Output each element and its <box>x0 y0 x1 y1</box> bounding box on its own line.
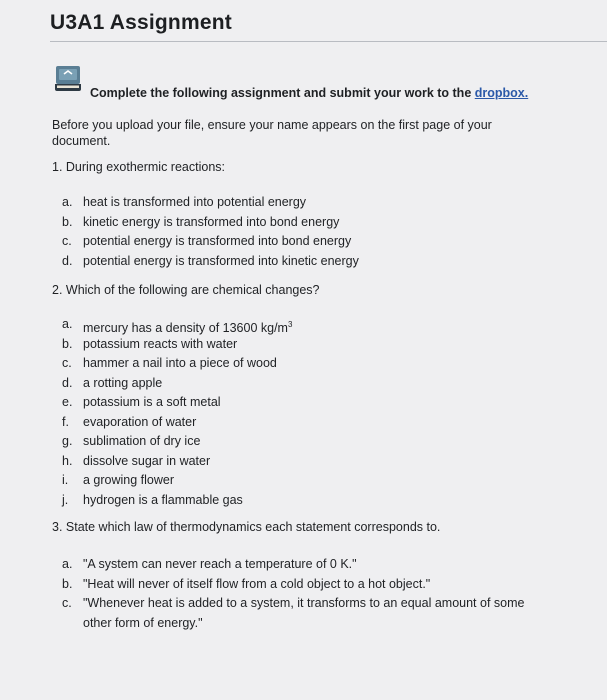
option-letter: b. <box>62 576 73 591</box>
page-title: U3A1 Assignment <box>50 11 232 34</box>
option-letter: b. <box>62 336 73 351</box>
list-item <box>62 252 359 272</box>
title-divider <box>50 41 607 42</box>
intro-instruction <box>90 86 528 100</box>
option-letter: c. <box>62 234 72 248</box>
option-letter: i. <box>62 473 69 487</box>
option-text: dissolve sugar in water <box>83 453 211 468</box>
list-item <box>62 193 359 213</box>
option-letter: g. <box>62 434 73 448</box>
dropbox-link[interactable]: dropbox. <box>474 86 529 100</box>
question-2-options <box>62 315 292 510</box>
list-item <box>62 432 292 452</box>
option-text: "Whenever heat is added to a system, it transforms to an equal amount of some other form of energy." <box>83 596 525 630</box>
option-letter: e. <box>62 395 73 409</box>
upload-note: Before you upload your file, ensure your name appears on the first page of your document. <box>52 118 492 148</box>
list-item <box>62 393 292 413</box>
list-item <box>62 315 292 335</box>
list-item <box>62 555 552 575</box>
list-item <box>62 452 292 472</box>
option-letter: j. <box>62 492 69 507</box>
list-item <box>62 471 292 491</box>
question-2-prompt: 2. Which of the following are chemical changes? <box>52 283 320 297</box>
option-text: hammer a nail into a piece of wood <box>83 356 277 370</box>
option-letter: f. <box>62 414 69 429</box>
option-letter: c. <box>62 596 72 610</box>
list-item <box>62 491 292 511</box>
option-letter: c. <box>62 356 72 370</box>
option-letter: a. <box>62 557 73 571</box>
option-text: potassium is a soft metal <box>83 395 221 409</box>
option-letter: h. <box>62 453 73 468</box>
intro-instruction-text: Complete the following assignment and submit your work to the <box>90 86 475 100</box>
assignment-book-icon <box>53 63 83 95</box>
option-text: potential energy is transformed into kinetic energy <box>83 253 359 268</box>
option-letter: b. <box>62 214 73 229</box>
list-item <box>62 374 292 394</box>
list-item <box>62 413 292 433</box>
option-text: mercury has a density of 13600 kg/m <box>83 321 288 336</box>
option-text: kinetic energy is transformed into bond energy <box>83 214 340 229</box>
question-1-prompt: 1. During exothermic reactions: <box>52 160 225 174</box>
list-item <box>62 354 292 374</box>
list-item <box>62 213 359 233</box>
option-text: "A system can never reach a temperature of 0 K." <box>83 557 357 571</box>
option-letter: d. <box>62 253 73 268</box>
option-text: a rotting apple <box>83 375 163 390</box>
option-text: hydrogen is a flammable gas <box>83 492 243 507</box>
option-text: potassium reacts with water <box>83 336 238 351</box>
option-text: "Heat will never of itself flow from a cold object to a hot object." <box>83 576 431 591</box>
list-item <box>62 594 552 633</box>
question-3-options <box>62 555 552 633</box>
option-letter: a. <box>62 195 73 209</box>
list-item <box>62 232 359 252</box>
option-text: a growing flower <box>83 473 175 487</box>
question-3-prompt: 3. State which law of thermodynamics each statement corresponds to. <box>52 520 441 534</box>
option-letter: a. <box>62 317 73 331</box>
list-item <box>62 335 292 355</box>
option-text: evaporation of water <box>83 414 197 429</box>
superscript: 3 <box>287 320 293 329</box>
option-text: heat is transformed into potential energy <box>83 195 307 209</box>
option-text: sublimation of dry ice <box>83 434 201 448</box>
list-item <box>62 575 552 595</box>
question-1-options <box>62 193 359 271</box>
option-letter: d. <box>62 375 73 390</box>
option-text: potential energy is transformed into bond energy <box>83 234 352 248</box>
